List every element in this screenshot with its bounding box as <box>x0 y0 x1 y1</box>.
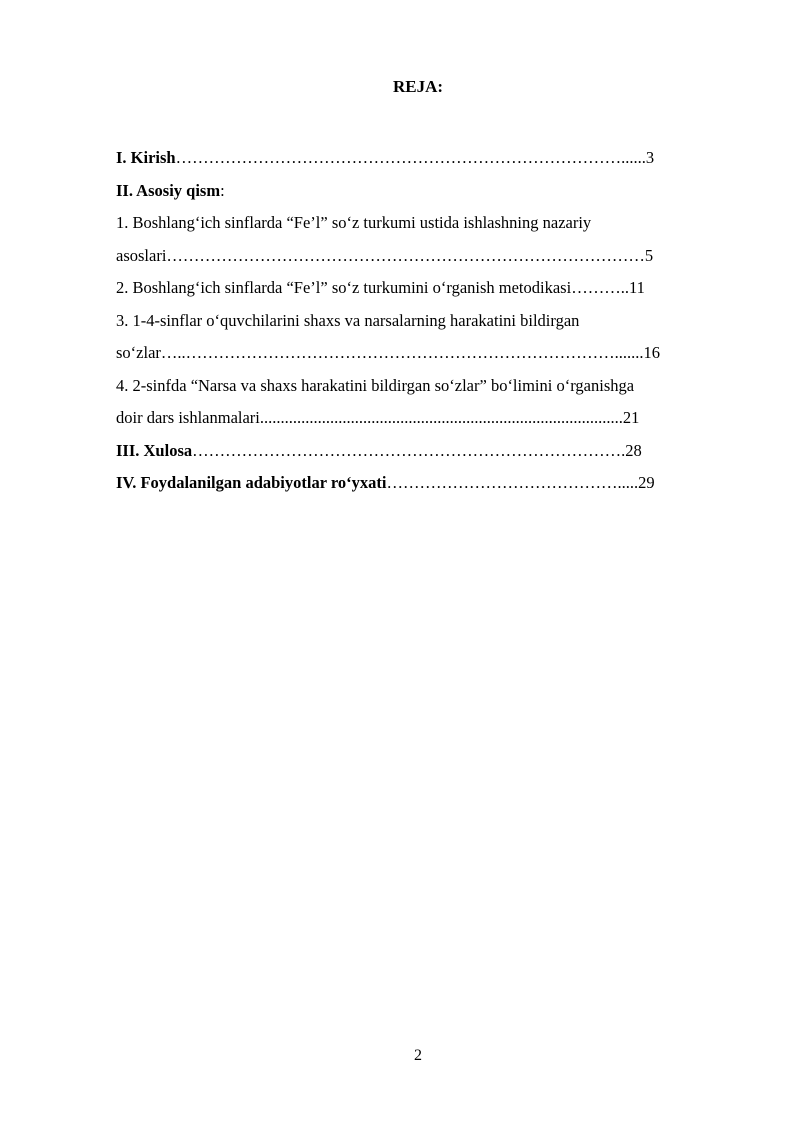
toc-suffix: : <box>220 180 225 200</box>
toc-label: III. Xulosa <box>116 440 193 460</box>
table-of-contents <box>116 142 726 500</box>
toc-leader: ……….. <box>571 278 629 297</box>
toc-leader: ........................................................................................ <box>259 408 623 427</box>
toc-label: I. Kirish <box>116 148 176 167</box>
toc-leader: ……………………………………………………………………. <box>192 440 626 460</box>
toc-entry-3-line-1 <box>116 305 726 338</box>
toc-entry-references <box>116 467 726 500</box>
toc-entry-1-line-1 <box>116 207 726 240</box>
toc-page: 21 <box>622 408 640 427</box>
toc-page: 5 <box>644 245 654 265</box>
plan-title: REJA: <box>392 77 444 96</box>
toc-label: IV. Foydalanilgan adabiyotlar ro‘yxati <box>116 473 387 492</box>
toc-leader: ……………………………………..... <box>386 473 639 492</box>
toc-entry-intro <box>116 142 726 175</box>
toc-entry-main <box>116 175 726 208</box>
toc-page: 16 <box>643 343 661 362</box>
toc-text: 1. Boshlang‘ich sinflarda “Fe’l” so‘z turkumi ustida ishlashning nazariy <box>116 213 592 232</box>
toc-text: asoslari <box>116 245 167 265</box>
toc-text: 3. 1-4-sinflar o‘quvchilarini shaxs va narsalarning harakatini bildirgan <box>116 310 580 330</box>
toc-page: 28 <box>625 440 642 460</box>
toc-text: 4. 2-sinfda “Narsa va shaxs harakatini bildirgan so‘zlar” bo‘limini o‘rganishga <box>116 375 635 395</box>
toc-label: II. Asosiy qism <box>116 180 221 200</box>
toc-entry-3-line-2 <box>116 337 726 370</box>
toc-entry-4-line-2 <box>116 402 726 435</box>
toc-entry-2 <box>116 272 726 305</box>
toc-text: doir dars ishlanmalari <box>116 408 260 427</box>
toc-leader: ………………………………………………………………………...... <box>175 148 646 167</box>
toc-entry-4-line-1 <box>116 370 726 403</box>
toc-entry-conclusion <box>116 435 726 468</box>
toc-leader: …..……………………………………………………………………....... <box>160 343 644 362</box>
toc-page: 29 <box>638 473 655 492</box>
toc-leader: …………………………………………………………………………… <box>166 245 645 265</box>
toc-text: 2. Boshlang‘ich sinflarda “Fe’l” so‘z turkumini o‘rganish metodikasi <box>116 278 572 297</box>
toc-page: 3 <box>645 148 655 167</box>
toc-entry-1-line-2 <box>116 240 726 273</box>
page-number: 2 <box>414 1047 422 1064</box>
toc-page: 11 <box>628 278 645 297</box>
toc-text: so‘zlar <box>116 343 161 362</box>
